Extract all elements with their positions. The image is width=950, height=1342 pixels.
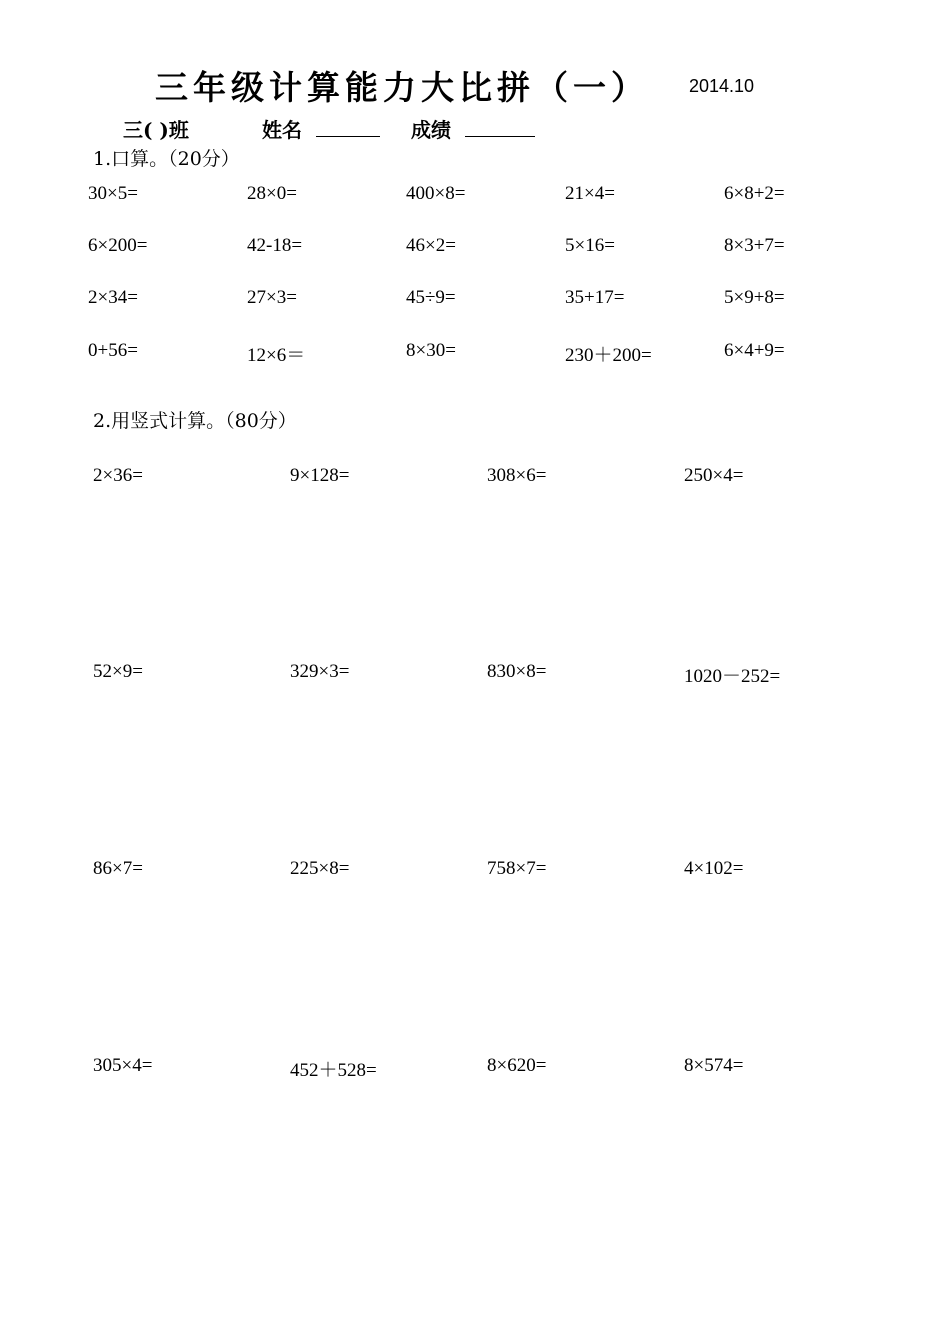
name-blank-line	[316, 136, 380, 137]
section-2-heading: 2.用竖式计算。（80分）	[93, 410, 297, 432]
mental-math-problem: 12×6＝	[247, 345, 306, 366]
vertical-calc-problem: 4×102=	[684, 858, 744, 879]
vertical-calc-problem: 250×4=	[684, 465, 744, 486]
worksheet-title: 三年级计算能力大比拼（一）	[155, 68, 649, 107]
vertical-calc-problem: 308×6=	[487, 465, 547, 486]
score-blank-line	[465, 136, 535, 137]
mental-math-problem: 5×16=	[565, 235, 615, 256]
vertical-calc-problem: 830×8=	[487, 661, 547, 682]
worksheet-date: 2014.10	[689, 76, 755, 96]
vertical-calc-problem: 758×7=	[487, 858, 547, 879]
vertical-calc-problem: 2×36=	[93, 465, 143, 486]
section-1-heading: 1.口算。（20分）	[93, 148, 240, 170]
vertical-calc-problem: 1020－252=	[684, 666, 781, 687]
student-info-row	[0, 114, 950, 144]
mental-math-problem: 21×4=	[565, 183, 615, 204]
vertical-calc-problem: 305×4=	[93, 1055, 153, 1076]
mental-math-problem: 6×4+9=	[724, 340, 785, 361]
mental-math-problem: 8×3+7=	[724, 235, 785, 256]
mental-math-problem: 35+17=	[565, 287, 625, 308]
mental-math-problem: 230＋200=	[565, 345, 652, 366]
vertical-calc-problem: 86×7=	[93, 858, 143, 879]
mental-math-problem: 6×8+2=	[724, 183, 785, 204]
mental-math-problem: 27×3=	[247, 287, 297, 308]
mental-math-problem: 46×2=	[406, 235, 456, 256]
vertical-calc-problem: 225×8=	[290, 858, 350, 879]
vertical-calc-problem: 8×620=	[487, 1055, 547, 1076]
vertical-calc-problem: 8×574=	[684, 1055, 744, 1076]
mental-math-problem: 400×8=	[406, 183, 466, 204]
vertical-calc-problem: 452＋528=	[290, 1060, 377, 1081]
mental-math-problem: 2×34=	[88, 287, 138, 308]
mental-math-problem: 45÷9=	[406, 287, 456, 308]
vertical-calc-problem: 9×128=	[290, 465, 350, 486]
mental-math-problem: 30×5=	[88, 183, 138, 204]
mental-math-problem: 8×30=	[406, 340, 456, 361]
vertical-calc-problem: 52×9=	[93, 661, 143, 682]
mental-math-problem: 6×200=	[88, 235, 148, 256]
score-label: 成绩	[411, 118, 451, 142]
mental-math-problem: 42-18=	[247, 235, 303, 256]
mental-math-problem: 0+56=	[88, 340, 138, 361]
vertical-calc-problem: 329×3=	[290, 661, 350, 682]
mental-math-problem: 5×9+8=	[724, 287, 785, 308]
mental-math-problem: 28×0=	[247, 183, 297, 204]
class-label: 三( )班	[123, 118, 189, 142]
name-label: 姓名	[262, 118, 302, 142]
